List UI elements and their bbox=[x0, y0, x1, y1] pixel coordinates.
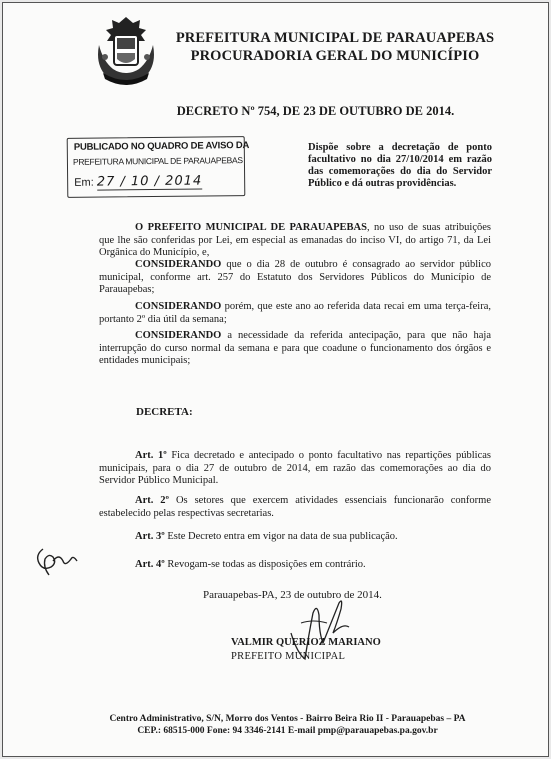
stamp-line-2: PREFEITURA MUNICIPAL DE PARAUAPEBAS bbox=[72, 155, 243, 167]
handwritten-initials-icon bbox=[33, 541, 83, 581]
article-2 bbox=[99, 495, 491, 520]
considerando-label: CONSIDERANDO bbox=[135, 330, 222, 341]
decreta-heading: DECRETA: bbox=[136, 406, 193, 418]
article-1 bbox=[99, 450, 491, 488]
decree-summary: Dispõe sobre a decretação de ponto facultativo no dia 27/10/2014 em razão das comemorações do dia do Servidor Público e dá outras providências. bbox=[308, 142, 492, 189]
preamble-text: , no uso de suas atribuições que lhe são conferidas por Lei, em especial as emanadas do inciso VI, do artigo 71, da Lei Orgânica do Município, e, bbox=[99, 222, 491, 259]
stamp-line-1-rest: NO QUADRO DE AVISO DA bbox=[128, 140, 250, 153]
considerando-text: a necessidade da referida antecipação, para que não haja interrupção do curso normal da semana e para que coadune o funcionamento dos órgãos e entidades municipais; bbox=[99, 330, 491, 367]
considerando-text: porém, que este ano ao referida data recai em uma terça-feira, portanto 2º dia útil da semana; bbox=[99, 301, 491, 325]
considerando-label: CONSIDERANDO bbox=[135, 259, 222, 270]
stamp-date-handwritten: 27 / 10 / 2014 bbox=[96, 173, 203, 190]
stamp-line-3 bbox=[74, 174, 202, 190]
header-line-2: PROCURADORIA GERAL DO MUNICÍPIO bbox=[190, 48, 480, 64]
considerando-label: CONSIDERANDO bbox=[135, 301, 222, 312]
considerando-text: que o dia 28 de outubro é consagrado ao servidor público municipal, conforme art. 257 do Estatuto dos Servidores Públicos do Município de Parauapebas; bbox=[99, 259, 491, 296]
article-text: Revogam-se todas as disposições em contrário. bbox=[164, 559, 366, 570]
article-text: Fica decretado e antecipado o ponto facultativo nas repartições públicas municipais, para o dia 27 de outubro de 2014, em razão das comemorações ao dia do Servidor Público Municipal. bbox=[99, 450, 491, 487]
preamble-paragraph bbox=[99, 222, 491, 260]
article-label: Art. 2º bbox=[135, 495, 170, 506]
decree-title: DECRETO Nº 754, DE 23 DE OUTUBRO DE 2014. bbox=[176, 104, 455, 118]
considerando-paragraph-2 bbox=[99, 301, 491, 326]
article-3 bbox=[99, 531, 491, 544]
article-text: Os setores que exercem atividades essenciais funcionarão conforme estabelecido pelas respectivas secretarias. bbox=[99, 495, 491, 519]
article-4 bbox=[99, 559, 491, 572]
article-text: Este Decreto entra em vigor na data de sua publicação. bbox=[164, 531, 398, 542]
footer-address: Centro Administrativo, S/N, Morro dos Ventos - Bairro Beira Rio II - Parauapebas – PA bbox=[109, 714, 466, 724]
article-label: Art. 1º bbox=[135, 450, 167, 461]
preamble-subject: O PREFEITO MUNICIPAL DE PARAUAPEBAS bbox=[135, 222, 367, 233]
considerando-paragraph-1 bbox=[99, 259, 491, 297]
header-line-1: PREFEITURA MUNICIPAL DE PARAUAPEBAS bbox=[175, 30, 495, 46]
stamp-published-label: PUBLICADO bbox=[73, 141, 129, 153]
signer-name: VALMIR QUERIOZ MARIANO bbox=[231, 637, 381, 648]
coat-of-arms-icon bbox=[93, 15, 159, 87]
article-label: Art. 3º bbox=[135, 531, 165, 542]
stamp-date-label: Em: bbox=[74, 176, 94, 189]
document-page bbox=[2, 2, 549, 757]
stamp-line-1 bbox=[74, 140, 249, 153]
considerando-paragraph-3 bbox=[99, 330, 491, 368]
signer-role: PREFEITO MUNICIPAL bbox=[231, 651, 346, 662]
publication-stamp bbox=[67, 136, 250, 198]
article-label: Art. 4º bbox=[135, 559, 165, 570]
footer-contact: CEP.: 68515-000 Fone: 94 3346-2141 E-mail pmp@parauapebas.pa.gov.br bbox=[137, 726, 438, 736]
place-and-date: Parauapebas-PA, 23 de outubro de 2014. bbox=[203, 589, 382, 601]
